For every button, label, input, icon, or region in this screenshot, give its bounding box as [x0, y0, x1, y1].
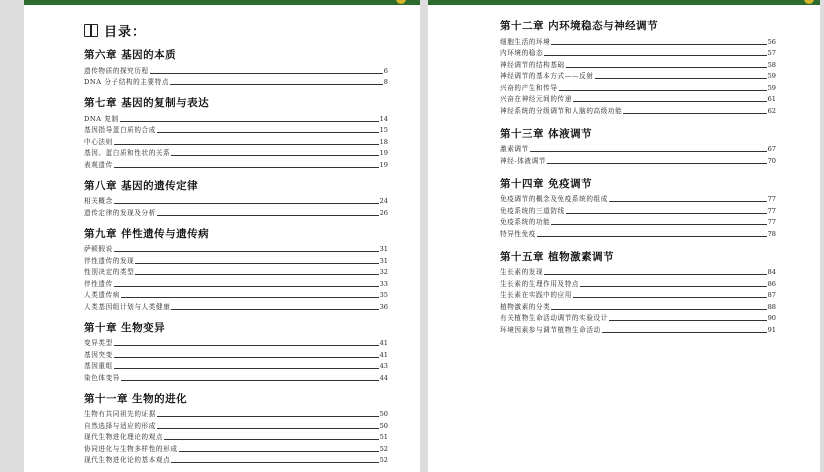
page-top-bar: [428, 0, 820, 5]
toc-page-number: 52: [379, 456, 388, 464]
toc-page-number: 31: [379, 245, 388, 253]
toc-leader-line: [544, 55, 766, 56]
toc-page-number: 19: [379, 149, 388, 157]
toc-entry[interactable]: [500, 58, 776, 70]
chapter-section: [84, 179, 388, 218]
toc-page-number: 19: [379, 160, 388, 169]
toc-leader-line: [114, 144, 379, 145]
chapter-title[interactable]: 第十章 生物变异: [84, 321, 166, 334]
toc-entry[interactable]: [84, 348, 388, 360]
toc-page-number: 24: [379, 197, 388, 205]
toc-leader-line: [609, 320, 767, 321]
chapter-section: [500, 177, 776, 239]
toc-entry-title: 兴奋在神经元间的传递: [500, 95, 572, 103]
toc-entry[interactable]: [84, 254, 388, 266]
toc-page-number: 6: [383, 66, 388, 75]
toc-entry[interactable]: [84, 158, 388, 170]
toc-leader-line: [623, 113, 766, 114]
toc-entry-title: 变异类型: [84, 339, 113, 347]
toc-entry-title: 内环境的稳态: [500, 49, 544, 57]
toc-leader-line: [537, 236, 767, 237]
toc-page-number: 67: [767, 145, 776, 153]
toc-entry-title: 植物激素的分类: [500, 302, 551, 311]
toc-entry[interactable]: [500, 289, 776, 301]
toc-page-number: 51: [379, 433, 388, 441]
toc-entry-title: 自然选择与适应的形成: [84, 421, 156, 430]
chapter-title[interactable]: 第十一章 生物的进化: [84, 392, 188, 405]
toc-entry-title: 表观遗传: [84, 160, 113, 169]
toc-leader-line: [171, 309, 378, 310]
toc-leader-line: [171, 462, 378, 463]
toc-leader-line: [171, 155, 378, 156]
toc-entry[interactable]: [500, 193, 776, 205]
chapter-section: [84, 321, 388, 383]
toc-leader-line: [547, 163, 767, 164]
toc-entry-title: 遗传定律的发现及分析: [84, 208, 156, 217]
toc-heading: 目录：: [104, 24, 147, 40]
toc-page-number: 41: [379, 350, 388, 359]
toc-page-number: 44: [379, 373, 388, 382]
toc-leader-line: [580, 286, 766, 287]
toc-entry[interactable]: [84, 360, 388, 372]
toc-page-number: 84: [767, 268, 776, 276]
toc-leader-line: [120, 121, 379, 122]
toc-entry[interactable]: [500, 81, 776, 93]
toc-page-number: 61: [767, 95, 776, 103]
toc-entry-title: 免疫系统的三道防线: [500, 206, 565, 215]
toc-leader-line: [530, 151, 767, 152]
toc-entry-title: 萨顿假说: [84, 245, 113, 253]
toc-page-number: 70: [767, 156, 776, 165]
toc-leader-line: [114, 251, 379, 252]
toc-entry-title: 伴性遗传的发现: [84, 256, 135, 265]
chapter-section: [500, 19, 776, 116]
toc-leader-line: [179, 451, 379, 452]
chapter-section: [84, 392, 388, 466]
toc-entry[interactable]: [84, 206, 388, 218]
toc-leader-line: [157, 215, 379, 216]
toc-entry-title: 生物有共同祖先的证据: [84, 410, 156, 418]
page-top-bar: [24, 0, 420, 5]
toc-entry-title: 神经-体液调节: [500, 156, 546, 165]
toc-entry[interactable]: [84, 195, 388, 207]
toc-entry-title: 相关概念: [84, 197, 113, 205]
chapter-section: [84, 227, 388, 312]
chapter-title[interactable]: 第十二章 内环境稳态与神经调节: [500, 20, 659, 32]
toc-page-number: 52: [379, 444, 388, 453]
toc-entry-title: 基因重组: [84, 362, 113, 370]
toc-page-number: 26: [379, 208, 388, 217]
toc-entry[interactable]: [84, 124, 388, 136]
toc-entry-title: 中心法则: [84, 137, 113, 146]
toc-page-number: 43: [379, 362, 388, 370]
chapter-title[interactable]: 第六章 基因的本质: [84, 49, 177, 61]
toc-leader-line: [150, 73, 383, 74]
toc-page-number: 18: [379, 137, 388, 146]
document-page-left: [24, 0, 420, 472]
toc-entry-title: 免疫系统的功能: [500, 218, 551, 226]
toc-entry[interactable]: [500, 47, 776, 59]
toc-leader-line: [595, 78, 767, 79]
toc-entry-title: 特异性免疫: [500, 229, 536, 238]
toc-entry[interactable]: [500, 312, 776, 324]
toc-page-number: 91: [767, 325, 776, 334]
toc-page-number: 41: [379, 339, 388, 347]
toc-page-number: 8: [383, 78, 388, 86]
toc-leader-line: [566, 67, 767, 68]
toc-leader-line: [551, 309, 766, 310]
toc-leader-line: [121, 297, 379, 298]
toc-entry[interactable]: [84, 76, 388, 88]
toc-entry[interactable]: [84, 147, 388, 159]
toc-entry[interactable]: [84, 442, 388, 454]
chapter-list: [84, 48, 388, 465]
toc-entry[interactable]: [500, 300, 776, 312]
toc-page-number: 87: [767, 291, 776, 299]
toc-page-number: 58: [767, 60, 776, 69]
toc-entry-title: 生长素的生理作用及特点: [500, 279, 580, 288]
toc-page-number: 56: [767, 37, 776, 46]
toc-page-number: 57: [767, 49, 776, 57]
toc-entry-title: 基因突变: [84, 350, 113, 359]
toc-page-number: 50: [379, 410, 388, 418]
toc-header: [84, 22, 388, 38]
toc-entry-title: 生长素在实践中的应用: [500, 291, 572, 299]
chapter-title[interactable]: 第十五章 植物激素调节: [500, 250, 615, 263]
toc-entry[interactable]: [84, 408, 388, 420]
toc-entry[interactable]: [84, 419, 388, 431]
toc-page-number: 77: [767, 206, 776, 215]
toc-entry[interactable]: [500, 216, 776, 228]
chapter-section: [84, 48, 388, 87]
toc-entry[interactable]: [84, 112, 388, 124]
toc-entry[interactable]: [500, 70, 776, 82]
chapter-title[interactable]: 第八章 基因的遗传定律: [84, 179, 199, 192]
toc-entry[interactable]: [84, 277, 388, 289]
toc-entry-title: 环境因素参与调节植物生命活动: [500, 325, 601, 334]
toc-page-number: 59: [767, 83, 776, 92]
toc-entry[interactable]: [84, 300, 388, 312]
toc-leader-line: [114, 368, 379, 369]
toc-entry-title: 现代生物进化论的基本观点: [84, 456, 171, 464]
toc-entry[interactable]: [500, 266, 776, 278]
toc-leader-line: [157, 132, 379, 133]
toc-entry[interactable]: [84, 64, 388, 76]
toc-leader-line: [551, 44, 766, 45]
table-of-contents: [500, 19, 776, 346]
chapter-section: [84, 96, 388, 170]
toc-entry[interactable]: [84, 135, 388, 147]
book-icon: [84, 24, 98, 37]
toc-page-number: 77: [767, 195, 776, 203]
toc-entry[interactable]: [500, 35, 776, 47]
toc-page-number: 86: [767, 279, 776, 288]
toc-entry-title: 基因指导蛋白质的合成: [84, 126, 156, 134]
toc-page-number: 31: [379, 256, 388, 265]
toc-entry-title: 人类遗传病: [84, 291, 120, 299]
toc-entry-title: 免疫调节的概念及免疫系统的组成: [500, 195, 608, 203]
toc-leader-line: [602, 332, 767, 333]
toc-entry-title: 人类基因组计划与人类健康: [84, 302, 171, 311]
toc-leader-line: [551, 224, 766, 225]
toc-entry[interactable]: [84, 371, 388, 383]
toc-entry[interactable]: [500, 227, 776, 239]
toc-entry[interactable]: [84, 454, 388, 466]
toc-leader-line: [566, 213, 767, 214]
table-of-contents: [84, 22, 388, 472]
toc-leader-line: [544, 274, 766, 275]
toc-entry-title: 协同进化与生物多样性的形成: [84, 444, 178, 453]
toc-entry[interactable]: [500, 93, 776, 105]
toc-entry-title: DNA 分子结构的主要特点: [84, 78, 170, 86]
toc-page-number: 15: [379, 126, 388, 134]
toc-entry[interactable]: [500, 143, 776, 155]
toc-entry-title: 伴性遗传: [84, 279, 113, 288]
toc-entry-title: 基因、蛋白质和性状的关系: [84, 149, 171, 157]
toc-entry-title: 有关植物生命活动调节的实验设计: [500, 314, 608, 322]
chapter-list: [500, 19, 776, 335]
toc-leader-line: [609, 201, 767, 202]
toc-leader-line: [573, 101, 767, 102]
toc-entry-title: 激素调节: [500, 145, 529, 153]
toc-leader-line: [157, 428, 379, 429]
toc-entry[interactable]: [84, 266, 388, 278]
toc-entry[interactable]: [84, 337, 388, 349]
document-page-right: [428, 0, 820, 472]
toc-leader-line: [559, 90, 767, 91]
toc-entry-title: 神经系统的分级调节和人脑的高级功能: [500, 106, 623, 115]
toc-leader-line: [157, 416, 379, 417]
toc-entry[interactable]: [500, 277, 776, 289]
toc-page-number: 78: [767, 229, 776, 238]
chapter-section: [500, 127, 776, 166]
toc-entry-title: 神经调节的基本方式——反射: [500, 72, 594, 80]
toc-page-number: 88: [767, 302, 776, 311]
toc-entry[interactable]: [500, 154, 776, 166]
toc-entry-title: 兴奋的产生和传导: [500, 83, 558, 92]
toc-page-number: 32: [379, 268, 388, 276]
chapter-title[interactable]: 第十四章 免疫调节: [500, 177, 593, 190]
toc-leader-line: [170, 84, 383, 85]
chapter-section: [500, 250, 776, 335]
toc-entry-title: 染色体变异: [84, 373, 120, 382]
chapter-title[interactable]: 第九章 伴性遗传与遗传病: [84, 227, 210, 240]
toc-page-number: 77: [767, 218, 776, 226]
toc-entry-title: DNA 复制: [84, 114, 119, 123]
toc-page-number: 36: [379, 302, 388, 311]
toc-page-number: 90: [767, 314, 776, 322]
toc-page-number: 14: [379, 114, 388, 123]
toc-entry[interactable]: [500, 323, 776, 335]
toc-leader-line: [164, 439, 378, 440]
toc-leader-line: [121, 380, 379, 381]
toc-page-number: 62: [767, 106, 776, 115]
toc-entry-title: 遗传物质的探究历程: [84, 66, 149, 75]
toc-entry[interactable]: [500, 104, 776, 116]
toc-entry-title: 性别决定的类型: [84, 268, 135, 276]
toc-entry[interactable]: [500, 204, 776, 216]
toc-entry-title: 现代生物进化理论的观点: [84, 433, 164, 441]
toc-entry[interactable]: [84, 289, 388, 301]
toc-entry-title: 细胞生活的环境: [500, 37, 551, 46]
toc-entry-title: 神经调节的结构基础: [500, 60, 565, 69]
toc-entry-title: 生长素的发现: [500, 268, 544, 276]
toc-page-number: 35: [379, 291, 388, 299]
toc-leader-line: [135, 274, 378, 275]
toc-entry[interactable]: [84, 431, 388, 443]
toc-page-number: 59: [767, 72, 776, 80]
toc-leader-line: [114, 345, 379, 346]
top-bar-marker: [804, 0, 814, 4]
chapter-title[interactable]: 第十三章 体液调节: [500, 127, 593, 140]
toc-leader-line: [114, 203, 379, 204]
top-bar-marker: [396, 0, 406, 4]
toc-leader-line: [573, 297, 767, 298]
toc-leader-line: [114, 357, 379, 358]
toc-leader-line: [135, 263, 378, 264]
toc-entry[interactable]: [84, 243, 388, 255]
toc-page-number: 33: [379, 279, 388, 288]
chapter-title[interactable]: 第七章 基因的复制与表达: [84, 97, 210, 109]
toc-page-number: 50: [379, 421, 388, 430]
toc-leader-line: [114, 167, 379, 168]
toc-leader-line: [114, 286, 379, 287]
